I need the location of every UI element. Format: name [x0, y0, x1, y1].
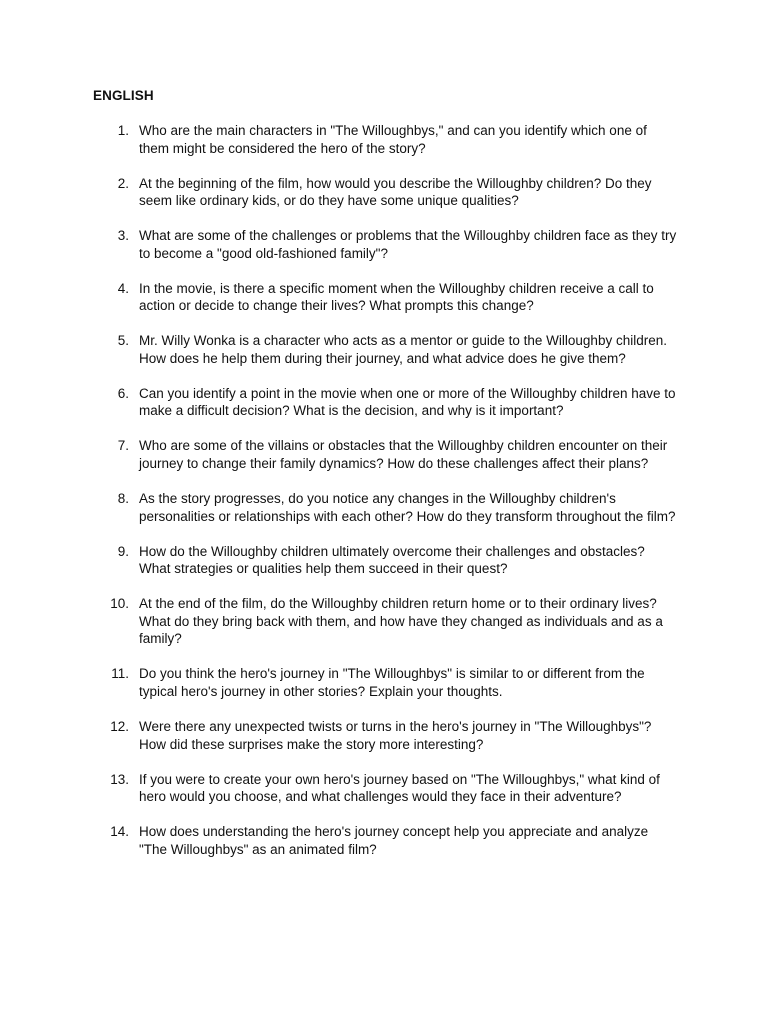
- question-item-10: [0, 595, 768, 648]
- question-text: Who are the main characters in "The Willoughbys," and can you identify which one of them might be considered the hero of the story?: [139, 123, 647, 156]
- question-item-13: [0, 771, 768, 806]
- question-item-4: [0, 280, 768, 315]
- question-number: 11.: [111, 666, 129, 682]
- question-number: 9.: [117, 543, 129, 559]
- question-number: 7.: [117, 438, 129, 454]
- question-list: [0, 122, 768, 876]
- question-item-1: [0, 122, 768, 157]
- question-text: Mr. Willy Wonka is a character who acts as a mentor or guide to the Willoughby children. How does he help them during their journey, and what advice does he give them?: [139, 333, 667, 366]
- question-number: 3.: [117, 228, 129, 244]
- question-text: Were there any unexpected twists or turns in the hero's journey in "The Willoughbys"? How did these surprises make the story more interesting?: [139, 718, 652, 752]
- question-item-2: [0, 175, 768, 210]
- question-number: 6.: [117, 385, 129, 401]
- question-item-11: [0, 665, 768, 700]
- question-number: 14.: [110, 824, 129, 840]
- question-item-3: [0, 227, 768, 262]
- question-number: 4.: [117, 280, 129, 296]
- question-text: Can you identify a point in the movie when one or more of the Willoughby children have to make a difficult decision? What is the decision, and why is it important?: [139, 385, 676, 419]
- question-number: 1.: [117, 123, 129, 138]
- question-text: If you were to create your own hero's journey based on "The Willoughbys," what kind of hero would you choose, and what challenges would they face in their adventure?: [139, 771, 660, 805]
- question-text: As the story progresses, do you notice any changes in the Willoughby children's personalities or relationships with each other? How do they transform throughout the film?: [139, 491, 676, 524]
- question-item-8: [0, 490, 768, 525]
- question-number: 10.: [110, 596, 129, 612]
- question-number: 8.: [117, 491, 129, 507]
- question-item-9: [0, 543, 768, 578]
- question-text: How do the Willoughby children ultimately overcome their challenges and obstacles? What strategies or qualities help them succeed in their quest?: [139, 543, 645, 577]
- question-text: Do you think the hero's journey in "The Willoughbys" is similar to or different from the typical hero's journey in other stories? Explain your thoughts.: [139, 666, 645, 699]
- question-number: 12.: [110, 718, 129, 734]
- question-text: In the movie, is there a specific moment when the Willoughby children receive a call to action or decide to change their lives? What prompts this change?: [139, 280, 654, 314]
- question-item-7: [0, 437, 768, 472]
- question-text: How does understanding the hero's journey concept help you appreciate and analyze "The Willoughbys" as an animated film?: [139, 824, 649, 857]
- question-item-6: [0, 385, 768, 420]
- page-heading: ENGLISH: [93, 88, 154, 103]
- question-number: 13.: [110, 771, 129, 787]
- question-text: Who are some of the villains or obstacles that the Willoughby children encounter on their journey to change their family dynamics? How do these challenges affect their plans?: [139, 438, 668, 472]
- question-item-12: [0, 718, 768, 753]
- question-number: 5.: [117, 333, 129, 349]
- question-item-5: [0, 332, 768, 367]
- question-text: At the end of the film, do the Willoughby children return home or to their ordinary lives? What do they bring back with them, and how have they changed as individuals and as a family?: [139, 596, 663, 647]
- question-number: 2.: [117, 175, 129, 191]
- question-item-14: [0, 823, 768, 858]
- question-text: What are some of the challenges or problems that the Willoughby children face as they try to become a "good old-fashioned family"?: [139, 228, 677, 261]
- question-text: At the beginning of the film, how would you describe the Willoughby children? Do they seem like ordinary kids, or do they have some unique qualities?: [139, 175, 652, 209]
